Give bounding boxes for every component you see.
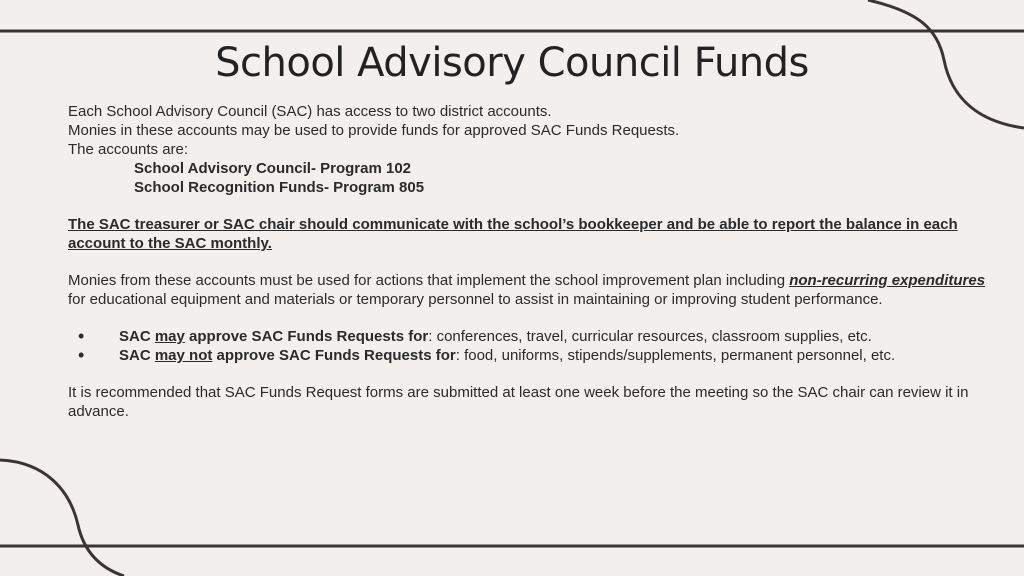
body-content: [68, 102, 990, 421]
bullet-dot-icon: •: [78, 326, 85, 346]
bullet-detail: : conferences, travel, curricular resources, classroom supplies, etc.: [428, 328, 872, 345]
bullet-modal: may: [154, 328, 185, 345]
intro-line-1: Each School Advisory Council (SAC) has access to two district accounts.: [68, 103, 552, 120]
account-item: School Advisory Council- Program 102: [134, 160, 412, 177]
account-item: School Recognition Funds- Program 805: [134, 179, 425, 196]
monies-emphasis: non-recurring expenditures: [789, 272, 986, 289]
bullet-detail: : food, uniforms, stipends/supplements, permanent personnel, etc.: [455, 347, 896, 364]
bullet-item: [68, 346, 990, 365]
bullet-bold-text: approve SAC Funds Requests for: [184, 328, 429, 345]
monies-paragraph: [68, 271, 990, 309]
intro-line-3: The accounts are:: [68, 141, 189, 158]
monies-text-after: for educational equipment and materials or temporary personnel to assist in maintaining or improving student performance.: [68, 291, 883, 308]
bullet-sac: SAC: [119, 347, 151, 364]
monies-text-before: Monies from these accounts must be used for actions that implement the school improvement plan including: [68, 272, 790, 289]
page-title: School Advisory Council Funds: [215, 40, 809, 86]
bullet-bold-text: approve SAC Funds Requests for: [212, 347, 456, 364]
bullet-item: [68, 327, 990, 346]
bottom-left-curve: [0, 460, 124, 576]
bullet-dot-icon: •: [78, 345, 85, 365]
bullet-sac: SAC: [119, 328, 151, 345]
bullet-modal: may not: [154, 347, 213, 364]
treasurer-note: The SAC treasurer or SAC chair should communicate with the school’s bookkeeper and be able to report the balance in each account to the SAC monthly.: [68, 216, 958, 252]
intro-line-2: Monies in these accounts may be used to provide funds for approved SAC Funds Requests.: [68, 122, 680, 139]
recommendation: It is recommended that SAC Funds Request forms are submitted at least one week before the meeting so the SAC chair can review it in advance.: [68, 384, 969, 420]
